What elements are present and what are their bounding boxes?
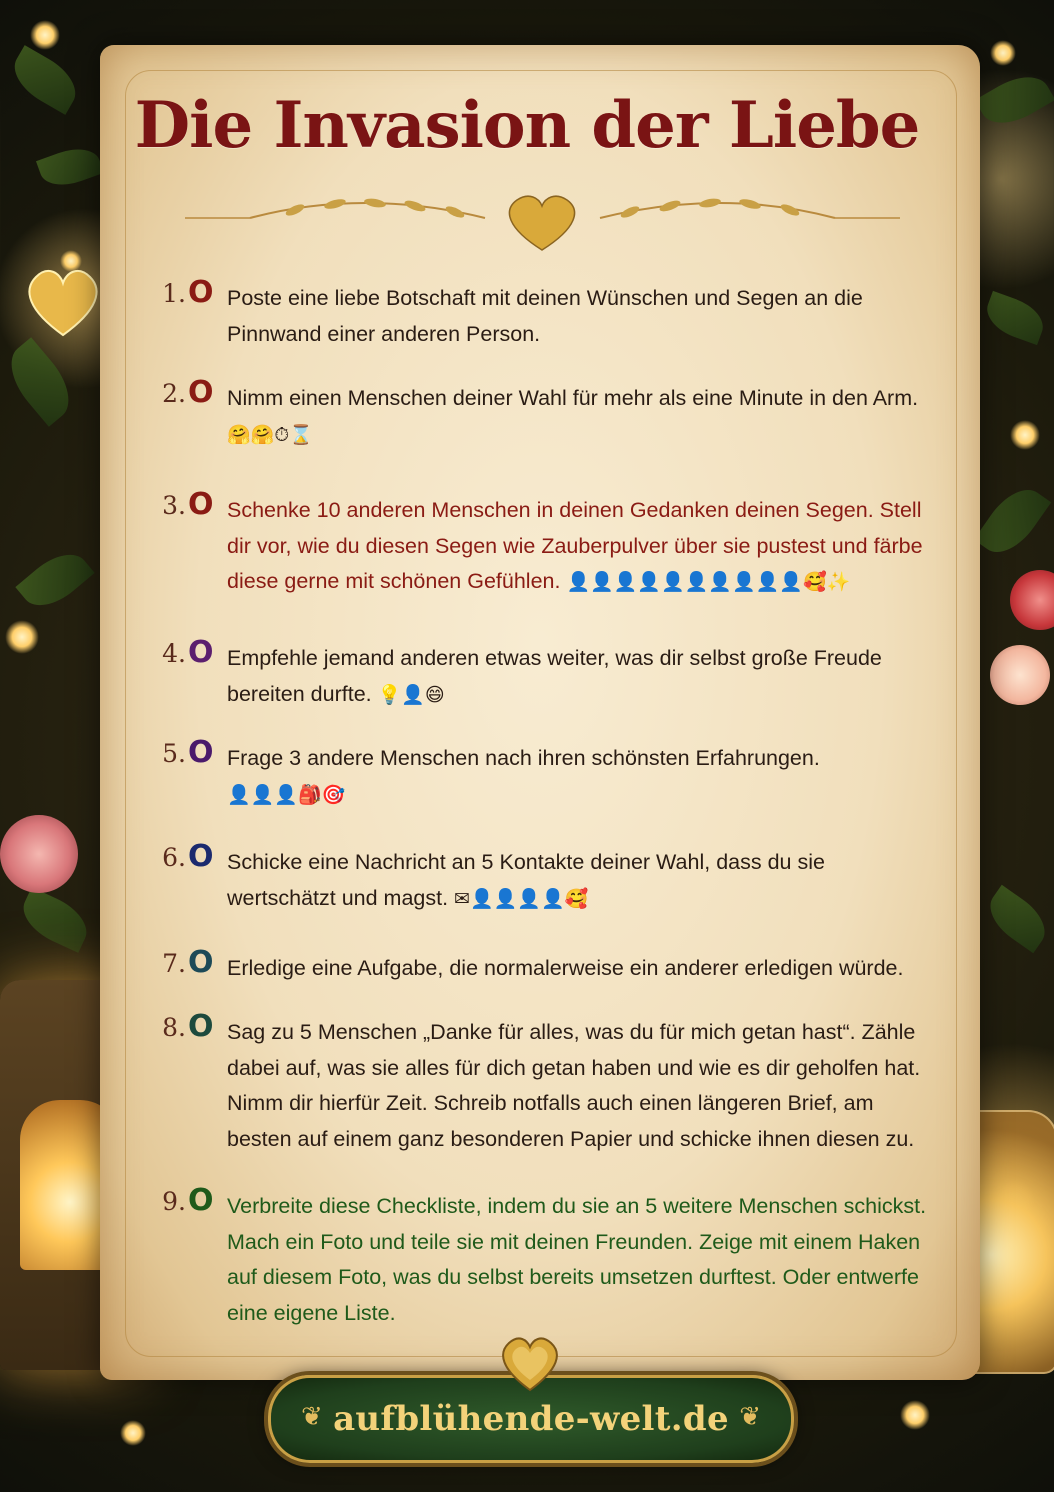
item-text: Verbreite diese Checkliste, indem du sie an 5 weitere Menschen schickst. Mach ein Foto und teile sie mit deinen Freunden. Zeige mit einem Haken auf diesem Foto, was du selbst bereits umsetzen durftest. Oder entwerfe eine eigene Liste.	[227, 1194, 927, 1325]
flourish-left-icon: ❦	[301, 1402, 323, 1432]
flourish-right-icon: ❦	[739, 1402, 761, 1432]
emoji-row: 💡👤😄	[377, 683, 445, 706]
rose-left	[0, 815, 78, 893]
checkbox-circle[interactable]: O	[188, 839, 214, 874]
item-text: Empfehle jemand anderen etwas weiter, was dir selbst große Freude bereiten durfte. 💡👤😄	[227, 646, 882, 706]
emoji-row: 🤗🤗⏱⌛	[227, 423, 313, 446]
footer-url[interactable]: aufblühende-welt.de	[333, 1399, 729, 1439]
checkbox-circle[interactable]: O	[188, 375, 214, 410]
gold-heart-icon	[497, 1333, 563, 1393]
item-number: 7.	[162, 949, 186, 978]
item-number: 6.	[162, 843, 186, 872]
item-number: 5.	[162, 739, 186, 768]
rose-right-pale	[990, 645, 1050, 705]
item-number: 4.	[162, 639, 186, 668]
hanging-heart-icon	[18, 255, 108, 345]
emoji-row: ✉👤👤👤👤🥰	[454, 887, 589, 910]
item-number: 1.	[162, 279, 186, 308]
parchment-frame	[125, 70, 957, 1357]
item-text: Frage 3 andere Menschen nach ihren schönsten Erfahrungen. 👤👤👤🎒🎯	[227, 746, 820, 806]
item-number: 8.	[162, 1013, 186, 1042]
item-number: 2.	[162, 379, 186, 408]
item-text: Schenke 10 anderen Menschen in deinen Gedanken deinen Segen. Stell dir vor, wie du diesen Segen wie Zauberpulver über sie pustest und färbe diese gerne mit schönen Gefühlen. 👤👤👤👤👤👤👤👤👤👤🥰✨	[227, 498, 923, 593]
item-text: Sag zu 5 Menschen „Danke für alles, was du für mich getan hast“. Zähle dabei auf, was sie alles für dich getan haben und wie es dir geholfen hat. Nimm dir hierfür Zeit. Schreib notfalls auch einen längeren Brief, am besten auf einem ganz besonderen Papier und schicke ihnen diesen zu.	[227, 1020, 921, 1151]
item-number: 9.	[162, 1187, 186, 1216]
item-text: Nimm einen Menschen deiner Wahl für mehr als eine Minute in den Arm. 🤗🤗⏱⌛	[227, 386, 919, 446]
checkbox-circle[interactable]: O	[188, 735, 214, 770]
checkbox-circle[interactable]: O	[188, 635, 214, 670]
emoji-row: 👤👤👤🎒🎯	[227, 783, 346, 806]
page-title: Die Invasion der Liebe	[134, 88, 920, 163]
ornament-divider	[185, 188, 900, 258]
checkbox-circle[interactable]: O	[188, 945, 214, 980]
item-text: Poste eine liebe Botschaft mit deinen Wünschen und Segen an die Pinnwand einer anderen Person.	[227, 286, 863, 346]
checkbox-circle[interactable]: O	[188, 275, 214, 310]
emoji-row: 👤👤👤👤👤👤👤👤👤👤🥰✨	[566, 571, 851, 593]
item-text: Erledige eine Aufgabe, die normalerweise ein anderer erledigen würde.	[227, 956, 904, 980]
item-number: 3.	[162, 491, 186, 520]
checkbox-circle[interactable]: O	[188, 1009, 214, 1044]
checkbox-circle[interactable]: O	[188, 487, 214, 522]
item-text: Schicke eine Nachricht an 5 Kontakte deiner Wahl, dass du sie wertschätzt und magst. ✉👤👤👤👤🥰	[227, 850, 825, 910]
checkbox-circle[interactable]: O	[188, 1183, 214, 1218]
rose-right	[1010, 570, 1054, 630]
